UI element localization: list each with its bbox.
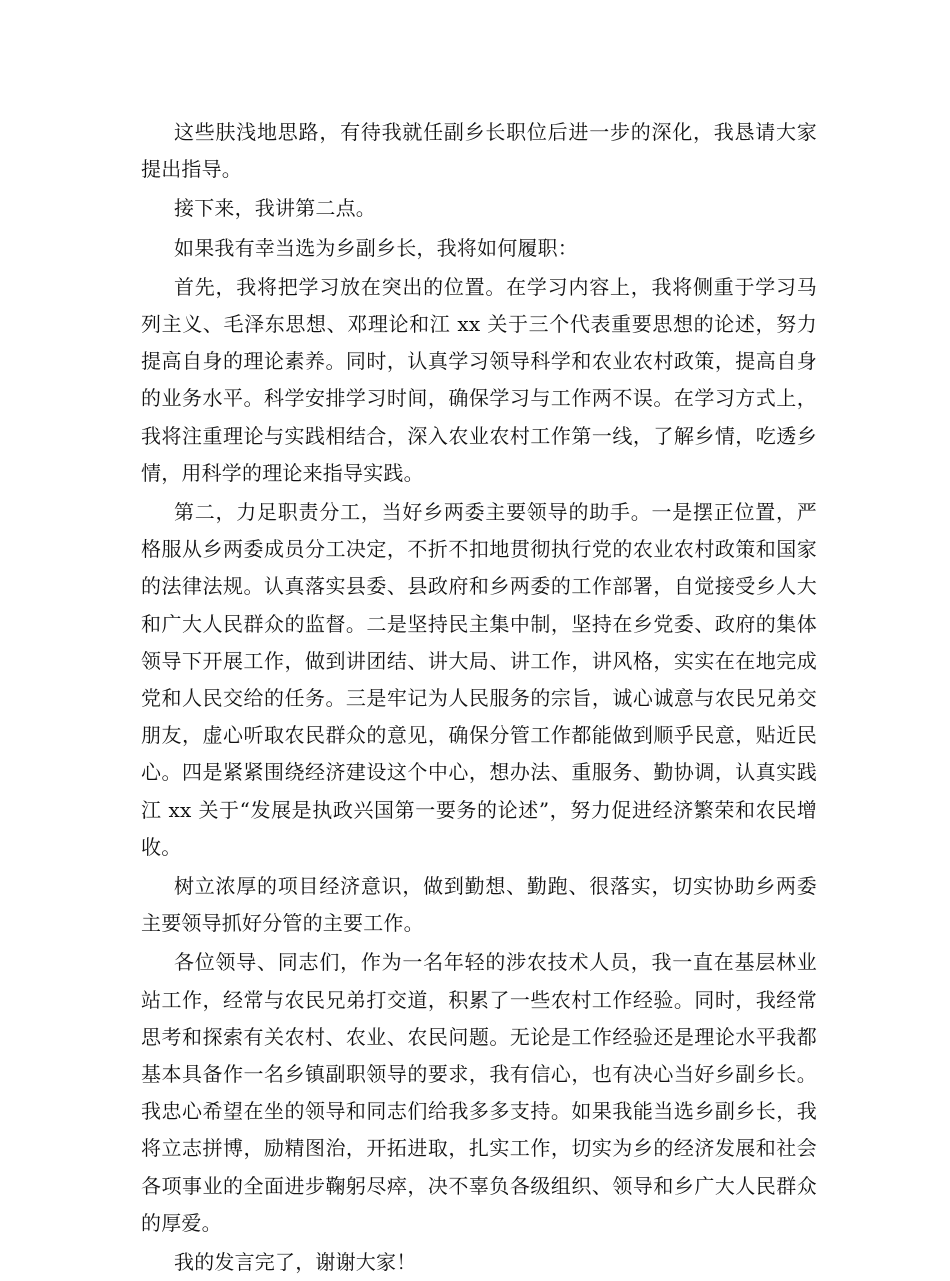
paragraph-deepen-thinking: 这些肤浅地思路，有待我就任副乡长职位后进一步的深化，我恳请大家提出指导。 — [141, 120, 817, 182]
paragraph-study-first: 首先，我将把学习放在突出的位置。在学习内容上，我将侧重于学习马列主义、毛泽东思想、邓理论和江 xx 关于三个代表重要思想的论述，努力提高自身的理论素养。同时，认真学习领导科学和农业农村政策，提高自身的业务水平。科学安排学习时间，确保学习与工作两不误。在学习方式上，我将注重理论与实践相结合，深入农业农村工作第一线，了解乡情，吃透乡情，用科学的理论来指导实践。 — [141, 274, 817, 485]
paragraph-how-to-perform-duties: 如果我有幸当选为乡副乡长，我将如何履职： — [174, 235, 578, 260]
paragraph-second-point: 接下来，我讲第二点。 — [174, 196, 376, 221]
paragraph-responsibilities: 第二，力足职责分工，当好乡两委主要领导的助手。一是摆正位置，严格服从乡两委成员分工决定，不折不扣地贯彻执行党的农业农村政策和国家的法律法规。认真落实县委、县政府和乡两委的工作部署，自觉接受乡人大和广大人民群众的监督。二是坚持民主集中制，坚持在乡党委、政府的集体领导下开展工作，做到讲团结、讲大局、讲工作，讲风格，实实在在地完成党和人民交给的任务。三是牢记为人民服务的宗旨，诚心诚意与农民兄弟交朋友，虚心听取农民群众的意见，确保分管工作都能做到顺乎民意，贴近民心。四是紧紧围绕经济建设这个中心，想办法、重服务、勤协调，认真实践江 xx 关于“发展是执政兴国第一要务的论述”，努力促进经济繁荣和农民增收。 — [141, 500, 817, 859]
paragraph-closing: 我的发言完了，谢谢大家！ — [174, 1250, 417, 1275]
paragraph-personal-qualification: 各位领导、同志们，作为一名年轻的涉农技术人员，我一直在基层林业站工作，经常与农民兄弟打交道，积累了一些农村工作经验。同时，我经常思考和探索有关农村、农业、农民问题。无论是工作经验还是理论水平我都基本具备作一名乡镇副职领导的要求，我有信心，也有决心当好乡副乡长。我忠心希望在坐的领导和同志们给我多多支持。如果我能当选乡副乡长，我将立志拼博，励精图治，开拓进取，扎实工作，切实为乡的经济发展和社会各项事业的全面进步鞠躬尽瘁，决不辜负各级组织、领导和乡广大人民群众的厚爱。 — [141, 950, 817, 1235]
paragraph-project-economy: 树立浓厚的项目经济意识，做到勤想、勤跑、很落实，切实协助乡两委主要领导抓好分管的主要工作。 — [141, 874, 817, 936]
document-body — [141, 114, 817, 1281]
